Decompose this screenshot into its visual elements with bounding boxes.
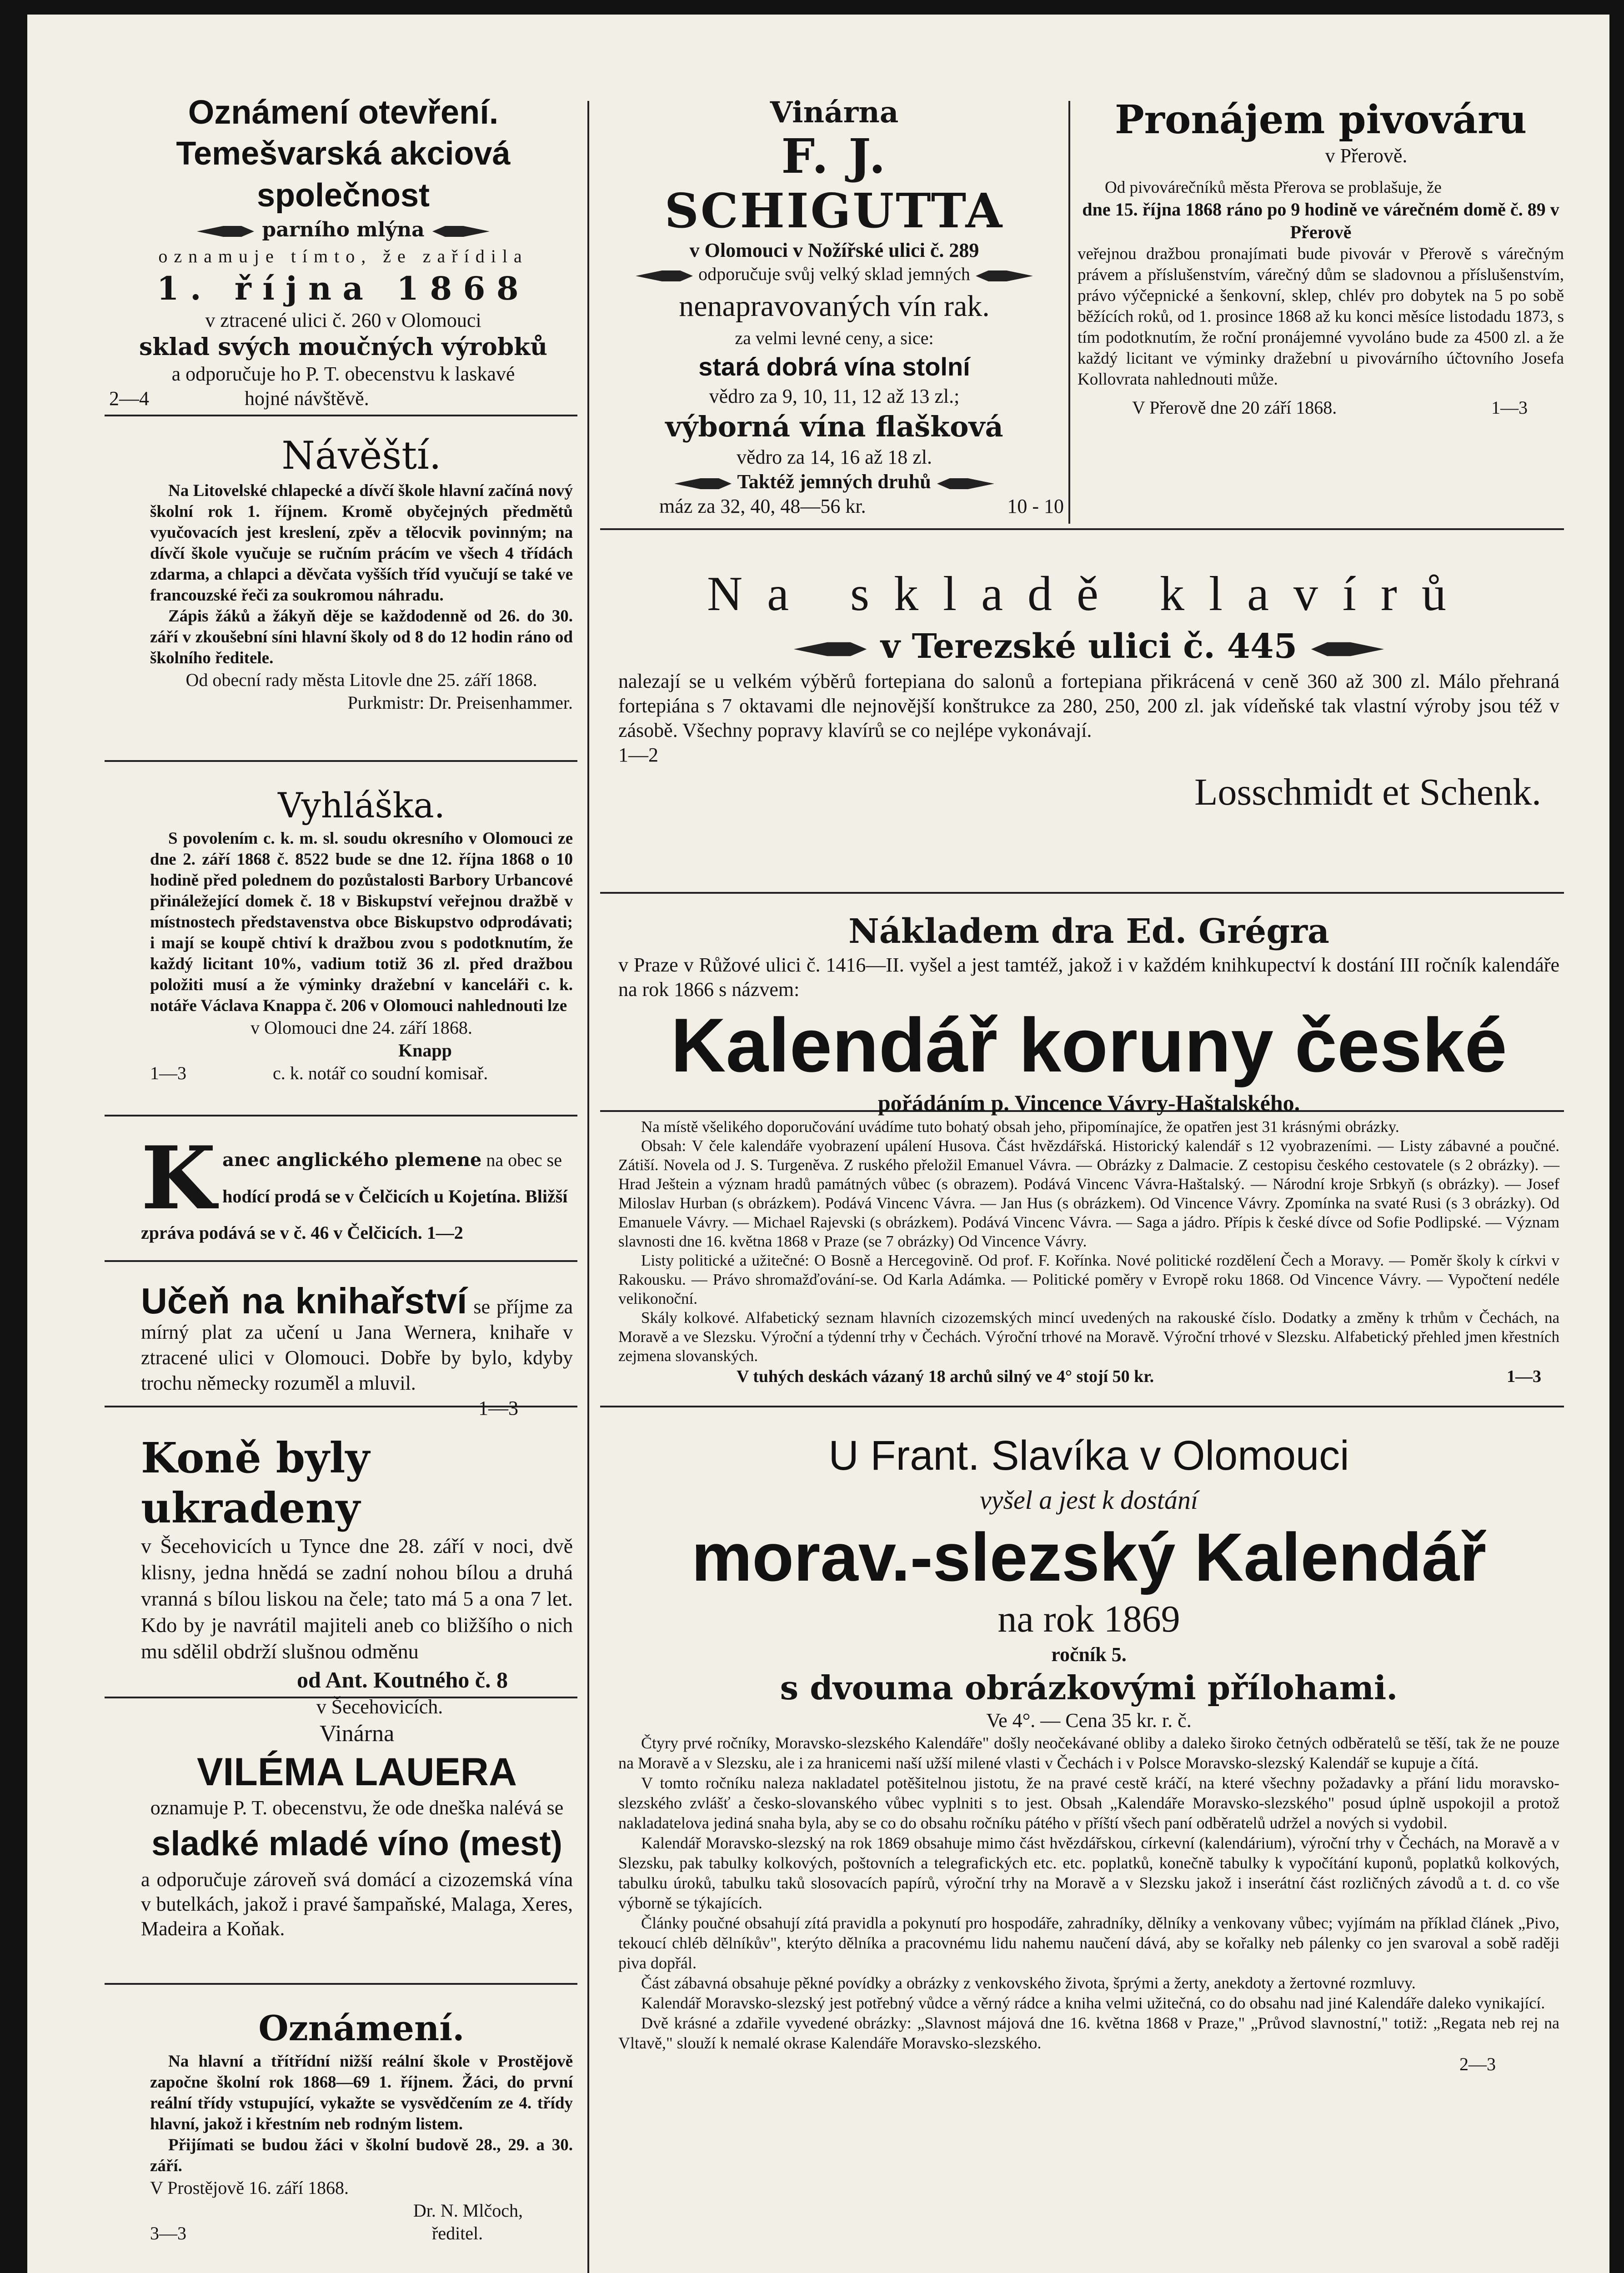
- wine-prices-3: máz za 32, 40, 48—56 kr.: [659, 495, 866, 517]
- ad-body-2: Zápis žáků a žákyň děje se každodenně od 26. do 30. září v zkoušební síni hlavní školy od 8 do 12 hodin ráno od školního ředitele.: [150, 607, 573, 667]
- ad-title: Oznámení otevření.: [188, 93, 499, 131]
- pointing-hand-icon: [792, 636, 869, 662]
- calendar-format: Ve 4°. — Cena 35 kr. r. č.: [986, 1709, 1192, 1732]
- ad-number: 10 - 10: [1007, 495, 1064, 517]
- pointing-hand-icon: [1309, 636, 1386, 662]
- calendar-volume: ročník 5.: [1051, 1643, 1127, 1666]
- calendar-price: V tuhých deskách vázaný 18 archů silný ve 4° stojí 50 kr.: [737, 1367, 1154, 1386]
- opening-date: 1. října 1868: [156, 270, 530, 307]
- company-name: Temešvarská akciová společnost: [176, 135, 511, 214]
- ad-body-2: Obsah: V čele kalendáře vyobrazení upálení Husova. Část hvězdářská. Historický kalendář s 12 vyobrazeními. — Listy zábavné a poučné. Zátiší. Novela od J. S. Turgeněva. Z ruského přeložil Emanuel Vávra. — Obrázky z Dalmacie. Z cestopisu českého cestovatele (s 2 obrázky). — Hrad Ještein a význam hradů památných vůbec (s obrazem). Podává Vincenc Vávra-Haštalský. — Národní kroje Srbkyň (s obrázky). — Josef Miloslav Hurban (s obrázkem). Podává Vincenc Vávra. — Jan Hus (s obrázkem). Od Vincence Vávry. Zpomínka na svaté Rusi (s 3 obrázky). Od Emanuele Vávry. — Michael Rajevski (s obrázkem). Podává Vincenc Vávra. — Saga a jádro. Přípis k české dívce od Sofie Podlipské. — Význam slavnosti dne 16. května 1868 v Praze (se 7 obrázky) Od Vincence Vávry.: [618, 1137, 1559, 1250]
- ad-title: Pronájem pivováru: [1114, 97, 1527, 143]
- wine-headline: nenapravovaných vín rak.: [679, 289, 990, 323]
- ad-number: 1—3: [1491, 397, 1528, 418]
- recommend-line: a odporučuje ho P. T. obecenstvu k laskavé: [171, 363, 515, 385]
- column-divider-middle: [1068, 101, 1070, 524]
- ad-vyhlaska: [150, 783, 573, 1085]
- drop-cap: K: [141, 1127, 216, 1229]
- ad-title: Učeň na knihařství: [141, 1281, 467, 1321]
- wine-category-3: Taktéž jemných druhů: [737, 470, 931, 493]
- mill-label: parního mlýna: [262, 218, 425, 241]
- ad-body-6: Kalendář Moravsko-slezský jest potřebný vůdce a věrný rádce a kniha velmi užitečná, co do obsahu nad jiné Kalendáře daleko vynikající.: [641, 1994, 1545, 2012]
- ad-title: Na skladě klavírů: [707, 567, 1471, 621]
- ad-signature: Dr. N. Mlčoch,: [413, 2200, 523, 2221]
- warehouse-line: sklad svých moučných výrobků: [139, 333, 547, 361]
- ad-number: 1—2: [618, 744, 658, 766]
- ad-number: 1—3: [150, 1063, 186, 1083]
- ad-vinarna-schigutta: [605, 96, 1064, 519]
- ad-subtitle: vyšel a jest k dostání: [979, 1485, 1198, 1515]
- wine-headline: sladké mladé víno (mest): [151, 1824, 562, 1863]
- wine-bar-address: v Olomouci v Nožířské ulici č. 289: [689, 239, 979, 261]
- ad-headline: anec anglického plemene: [222, 1149, 482, 1171]
- wine-category: stará dobrá vína stolní: [698, 352, 970, 381]
- ad-number: 3—3: [150, 2223, 186, 2243]
- ad-body: v Šecehovicích u Tynce dne 28. září v noci, dvě klisny, jedna hnědá se zadní nohou bílou a druhá vranná s bílou liskou na čele; tato má 5 a ona 7 let. Kdo by je navrátil majiteli aneb co bližšího o nich mu sdělil obdrží slušnou odměnu: [141, 1534, 573, 1663]
- ad-body: Na hlavní a třítřídní nižší reální škole v Prostějově započne školní rok 1868—69 1. říjnem. Žáci, do první reální třídy vstupující, vykažte se vysvědčením ze 4. třídy hlavní, jakož i křestním neb rodným listem.: [150, 2052, 573, 2133]
- notary-name: Knapp: [398, 1040, 452, 1061]
- wine-prices: vědro za 9, 10, 11, 12 až 13 zl.;: [709, 385, 960, 407]
- ad-pianos: [618, 565, 1559, 817]
- ad-body-4: Články poučné obsahují zítá pravidla a pokynutí pro hospodáře, zahradníky, dělníky a venkovany vůbec; vyjímám na příklad článek „Pivo, tekoucí chléb dělníkův", kterýto dělníka a pracovnému lidu nahemu naučení dává, aby se kořalky neb pálenky co jen svaroval a sobě raději piva dopřál.: [618, 1914, 1559, 1972]
- pointing-hand-icon: [975, 266, 1034, 286]
- ad-brewery: [1078, 96, 1564, 419]
- ad-body: Na Litovelské chlapecké a dívčí škole hlavní začíná nový školní rok 1. říjnem. Kromě obyčejných předmětů vyučovacích jest kreslení, zpěv a tělocvik povinným; na dívčí škole vyučuje se ručním prácím ve všech 4 třídách zdarma, a chlapci a děvčata vyšších tříd vyučují se také ve francouzské řeči za soukromou náhradu.: [150, 481, 573, 605]
- ad-text-2: a odporučuje zároveň svá domácí a cizozemská vína v butelkách, jakož i pravé šampaňské, Malaga, Xeres, Madeira a Koňak.: [141, 1868, 573, 1940]
- calendar-editor: pořádáním p. Vincence Vávry-Haštalského.: [877, 1090, 1300, 1116]
- divider-col1-c: [105, 1115, 577, 1116]
- ad-place: V Přerově dne 20 září 1868.: [1132, 397, 1337, 418]
- wine-bar-name: VILÉMA LAUERA: [197, 1750, 517, 1794]
- newspaper-page: [27, 15, 1609, 2273]
- pointing-hand-icon: [196, 221, 255, 241]
- divider-right-b: [600, 892, 1564, 894]
- ad-navesti: [150, 431, 573, 714]
- ad-body: S povolením c. k. m. sl. soudu okresního v Olomouci ze dne 2. září 1868 č. 8522 bude se dne 12. října 1868 o 10 hodině před polednem do pozůstalosti Barbory Urbancové přináležející domek č. 18 v Biskupství veřejnou dražbě v místnostech představenstva obce Biskupstvo odprodávati; i mají se koupě chtiví k dražbou zvou s podotknutím, že každý licitant 10%, vadium totiž 36 zl. před dražbou položiti musí a že výminky dražební v kanceláři c. k. notáře Václava Knappa č. 206 v Olomouci nahlednouti lze: [150, 829, 573, 1015]
- ad-cows: [141, 1127, 573, 1251]
- divider-col1-b: [105, 760, 577, 762]
- divider-right-d: [600, 1406, 1564, 1407]
- divider-right-a: [600, 528, 1564, 530]
- ad-intro: v Praze v Růžové ulici č. 1416—II. vyšel a jest tamtéž, jakož i v každém knihkupectví k dostání III ročník kalendáře na rok 1866 s názvem:: [618, 954, 1559, 1001]
- calendar-name: morav.-slezský Kalendář: [691, 1519, 1487, 1595]
- ad-calendar-morav: [618, 1428, 1559, 2076]
- tail-text: hojné návštěvě.: [245, 387, 369, 410]
- ad-body-5: Část zábavná obsahuje pěkné povídky a obrázky z venkovského života, šprými a žerty, anekdoty a žertovné rozmluvy.: [641, 1974, 1416, 1992]
- ad-calendar-koruny: [618, 910, 1559, 1387]
- divider-col1-d: [105, 1260, 577, 1262]
- ad-apprentice: [141, 1283, 573, 1421]
- notary-role: c. k. notář co soudní komisař.: [273, 1063, 488, 1083]
- ad-body: veřejnou dražbou pronajímati bude pivovár v Přerově s várečným právem a příslušenstvím, várečný dům se sladovnou a příslušenstvím, právo výčepnické a šenkovní, sklep, chlév pro dobytek na 5 po sobě běžících roků, od 1. prosince 1868 až ku konci měsíce listodadu 1873, s tím podotknutím, že roční pronájemné vyvoláno bude za 4500 zl. a že každý licitant ve výminky dražební u pivovárního účtovního Josefa Kollovrata nahlednouti může.: [1078, 245, 1564, 389]
- ad-body-2: Přijímati se budou žáci v školní budově 28., 29. a 30. září.: [150, 2136, 573, 2175]
- ad-subtitle: v Přerově.: [1325, 145, 1408, 167]
- ad-opening: [109, 92, 577, 411]
- ad-title: U Frant. Slavíka v Olomouci: [828, 1432, 1349, 1479]
- ad-body-3: Listy politické a užitečné: O Bosně a Hercegovině. Od prof. F. Kořínka. Nové politické rozdělení Čech a Moravy. — Poměr školy k církvi v Rakousku. — Právo shromažďování-se. Od Karla Adámka. — Politické poměry v Evropě roku 1868. Od Vincence Vávry. — Vypočtení nedéle velikonoční.: [618, 1252, 1559, 1307]
- ad-body-2: V tomto ročníku naleza nakladatel potěšitelnou jistotu, že na pravé cestě kráčí, na které všechny požadavky a přání lidu moravsko-slezského zvlášť a česko-slovanského vůbec vyplniti s to jest. Obsah „Kalendáře Moravsko-slezského" posud úplně uspokojil a protož nakladatelova jediná snaha byla, aby se co do obsahu ročníku pátého v příští všech paní odběratelů udržel a nových si vydobil.: [618, 1774, 1559, 1832]
- ad-body: Čtyry prvé ročníky, Moravsko-slezského Kalendáře" došly neočekávané obliby a daleko široko četných odběratelů se těší, tak že ne pouze na Moravě a v Slezsku, ale i za hranicemi naší užší milené vlasti v Čechách i v Polsce Moravsko-slezský Kalendář se kupuje a čítá.: [618, 1734, 1559, 1772]
- ad-school: [150, 2006, 573, 2245]
- ad-text-2: za velmi levné ceny, a sice:: [735, 327, 934, 348]
- ad-number: 2—3: [1459, 2054, 1496, 2074]
- announce-line: oznamuje tímto, že zařídila: [158, 246, 528, 266]
- ad-text: na obec se: [486, 1150, 562, 1170]
- pointing-hand-icon: [431, 221, 491, 241]
- calendar-supplement: s dvouma obrázkovými přílohami.: [780, 1668, 1398, 1707]
- wine-bar-name: F. J. SCHIGUTTA: [664, 128, 1004, 239]
- ad-body: se příjme za mírný plat za učení u Jana Wernera, knihaře v ztracené ulici v Olomouci. Dobře by bylo, kdyby trochu německy rozuměl a mluvil.: [141, 1296, 573, 1394]
- ad-number: 2—4: [109, 387, 149, 410]
- ad-place: v Šecehovicích.: [316, 1696, 443, 1718]
- ad-title: Koně byly ukradeny: [141, 1433, 370, 1532]
- ad-text: odporučuje svůj velký sklad jemných: [698, 264, 970, 284]
- calendar-year: na rok 1869: [997, 1598, 1180, 1640]
- firm-name: Losschmidt et Schenk.: [1194, 771, 1541, 813]
- ad-text: oznamuje P. T. obecenstvu, že ode dneška nalévá se: [150, 1797, 564, 1819]
- column-divider-left: [587, 101, 589, 2273]
- ad-title: Návěští.: [281, 433, 441, 478]
- ad-text-2: hodící prodá se v Čelčicích u Kojetína. Bližší: [222, 1186, 568, 1207]
- ad-label: Vinárna: [319, 1721, 395, 1747]
- pointing-hand-icon: [635, 266, 694, 286]
- ad-body: nalezají se u velkém výběrů fortepiana do salonů a fortepiana přikrácená v ceně 360 až 300 zl. Málo přehraná fortepiána s 7 oktavami dle nejnovější konštrukce za 280, 250, 200 zl. jak vídeňské tak vlastní výroby jsou též v zásobě. Všechny popravy klavírů se co nejlépe vykonávají.: [618, 670, 1559, 741]
- divider-col1-g: [105, 1983, 577, 1985]
- ad-body-3: Kalendář Moravsko-slezský na rok 1869 obsahuje mimo část hvězdářskou, církevní (kalendárium), výroční trhy v Čechách, na Moravě a v Slezsku, pak tabulky kolkových, poštovních a telegrafických etc. etc. poplatků, konečně tabulky k vypočítání kuponů, poplatků kolkových, tabulku úroků, tabulku taků slosovacích papírů, výroční trhy na Moravě a v Slezsku jakož i inserátní část rozličných závodů a t. d. co vše výborně se týkajících.: [618, 1834, 1559, 1912]
- pointing-hand-icon: [673, 474, 732, 494]
- ad-place: V Prostějově 16. září 1868.: [150, 2178, 349, 2198]
- pointing-hand-icon: [936, 474, 995, 494]
- ad-text-3: zpráva podává se v č. 46 v Čelčicích. 1—2: [141, 1222, 463, 1243]
- ad-title: Nákladem dra Ed. Grégra: [848, 912, 1329, 951]
- divider-col1-a: [105, 415, 577, 416]
- ad-number: 1—3: [1507, 1367, 1541, 1386]
- ad-from: Od obecní rady města Litovle dne 25. září 1868.: [185, 670, 537, 690]
- ad-text: Od pivovárečníků města Přerova se problašuje, že: [1105, 178, 1442, 197]
- ad-vinarna-lauer: [141, 1719, 573, 1941]
- ad-body-4: Skály kolkové. Alfabetický seznam hlavních cizozemských mincí uvedených na rakouské číslo. Dodatky a změny k trhům v Čechách, na Moravě a ve Slezsku. Výroční a týdenní trhy v Čechách. Výroční trhové na Moravě. Výroční trhové v Slezsku. Alfabetický přehled jmen křestních zejmena slovanských.: [618, 1309, 1559, 1365]
- ad-signature: Purkmistr: Dr. Preisenhammer.: [347, 692, 573, 713]
- ad-from: od Ant. Koutného č. 8: [297, 1667, 508, 1692]
- shop-street: v Terezské ulici č. 445: [880, 627, 1298, 666]
- wine-prices-2: vědro za 14, 16 až 18 zl.: [736, 446, 932, 468]
- auction-date: dne 15. října 1868 ráno po 9 hodině ve várečném domě č. 89 v Přerově: [1082, 199, 1559, 242]
- ad-title: Vyhláška.: [278, 785, 445, 826]
- calendar-name: Kalendář koruny české: [671, 1002, 1507, 1088]
- ad-body: Na místě všelikého doporučování uvádíme tuto bohatý obsah jeho, připomínajíce, že opatřen jest 31 krásnými obrázky.: [641, 1118, 1399, 1136]
- ad-horses: [141, 1433, 573, 1719]
- wine-category-2: výborná vína flašková: [665, 410, 1003, 443]
- opening-address: v ztracené ulici č. 260 v Olomouci: [205, 309, 481, 331]
- ad-number: 1—3: [478, 1397, 518, 1419]
- ad-title: Oznámení.: [258, 2008, 465, 2048]
- ad-place: v Olomouci dne 24. září 1868.: [251, 1017, 472, 1038]
- signer-role: ředitel.: [432, 2223, 483, 2243]
- ad-body-7: Dvě krásné a zdařile vyvedené obrázky: „Slavnost májová dne 16. května 1868 v Praze," „Průvod slavnostní," totiž: „Regata neb rej na Vltavě," slouží k nemalé okrase Kalendáře Moravsko-slezského.: [618, 2014, 1559, 2052]
- ad-label: Vinárna: [770, 95, 899, 130]
